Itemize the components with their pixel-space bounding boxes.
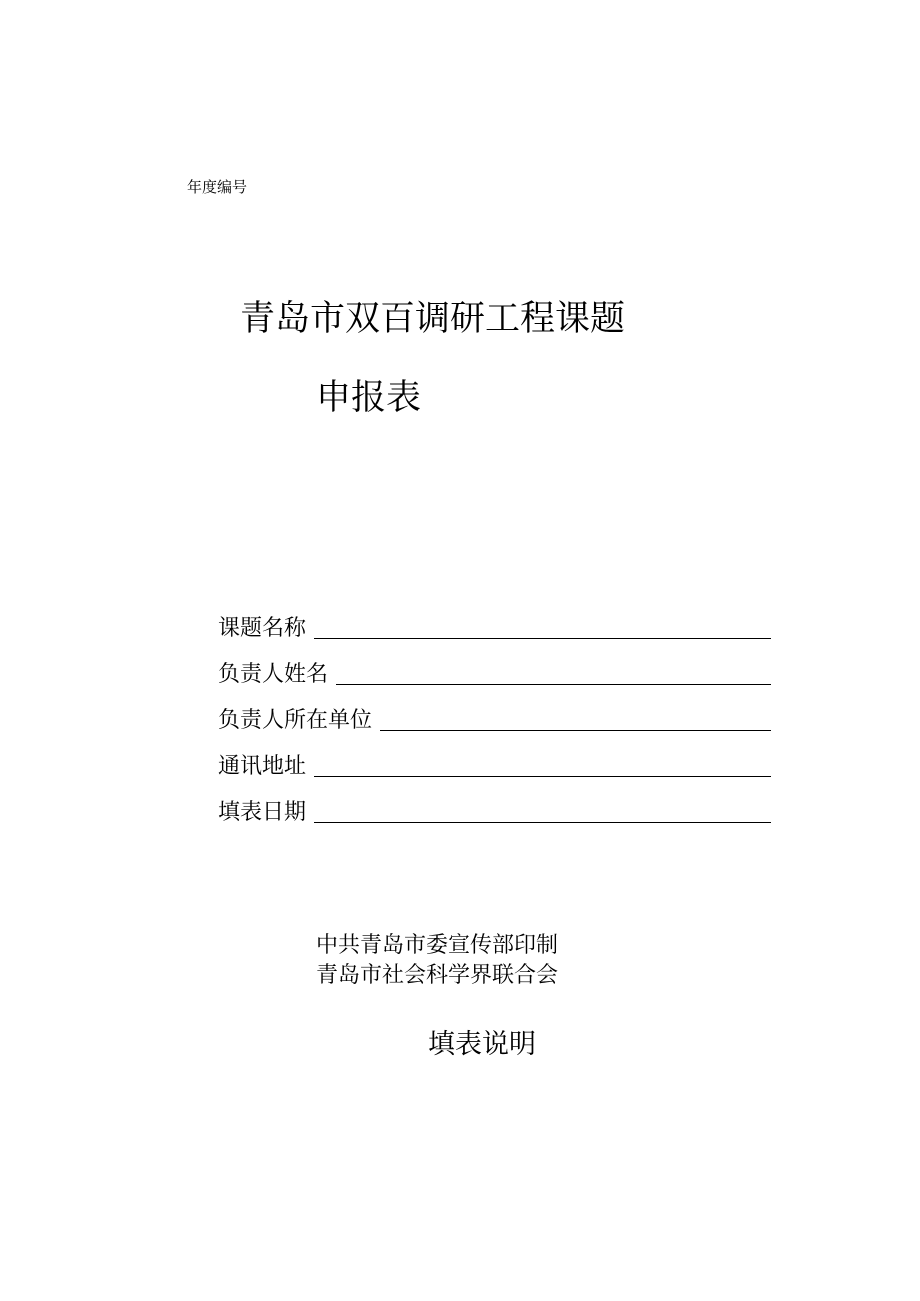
co-organization: 青岛市社会科学界联合会 <box>316 963 559 988</box>
instructions-heading: 填表说明 <box>428 1029 536 1060</box>
mailing-address-blank-line[interactable] <box>314 776 771 777</box>
topic-name-blank-line[interactable] <box>314 638 771 639</box>
document-subtitle: 申报表 <box>316 378 422 418</box>
field-leader-unit <box>218 704 771 734</box>
field-label: 填表日期 <box>218 800 307 825</box>
field-leader-name <box>218 658 771 688</box>
field-mailing-address <box>218 750 771 780</box>
document-title: 青岛市双百调研工程课题 <box>240 299 626 339</box>
leader-name-blank-line[interactable] <box>336 684 771 685</box>
field-label: 负责人所在单位 <box>218 708 373 733</box>
fill-date-blank-line[interactable] <box>314 822 771 823</box>
field-topic-name <box>218 612 771 642</box>
year-number-label: 年度编号 <box>187 178 248 196</box>
field-fill-date <box>218 796 771 826</box>
printing-organization: 中共青岛市委宣传部印制 <box>316 933 559 958</box>
leader-unit-blank-line[interactable] <box>380 730 771 731</box>
field-label: 负责人姓名 <box>218 662 329 687</box>
field-label: 课题名称 <box>218 616 307 641</box>
field-label: 通讯地址 <box>218 754 307 779</box>
